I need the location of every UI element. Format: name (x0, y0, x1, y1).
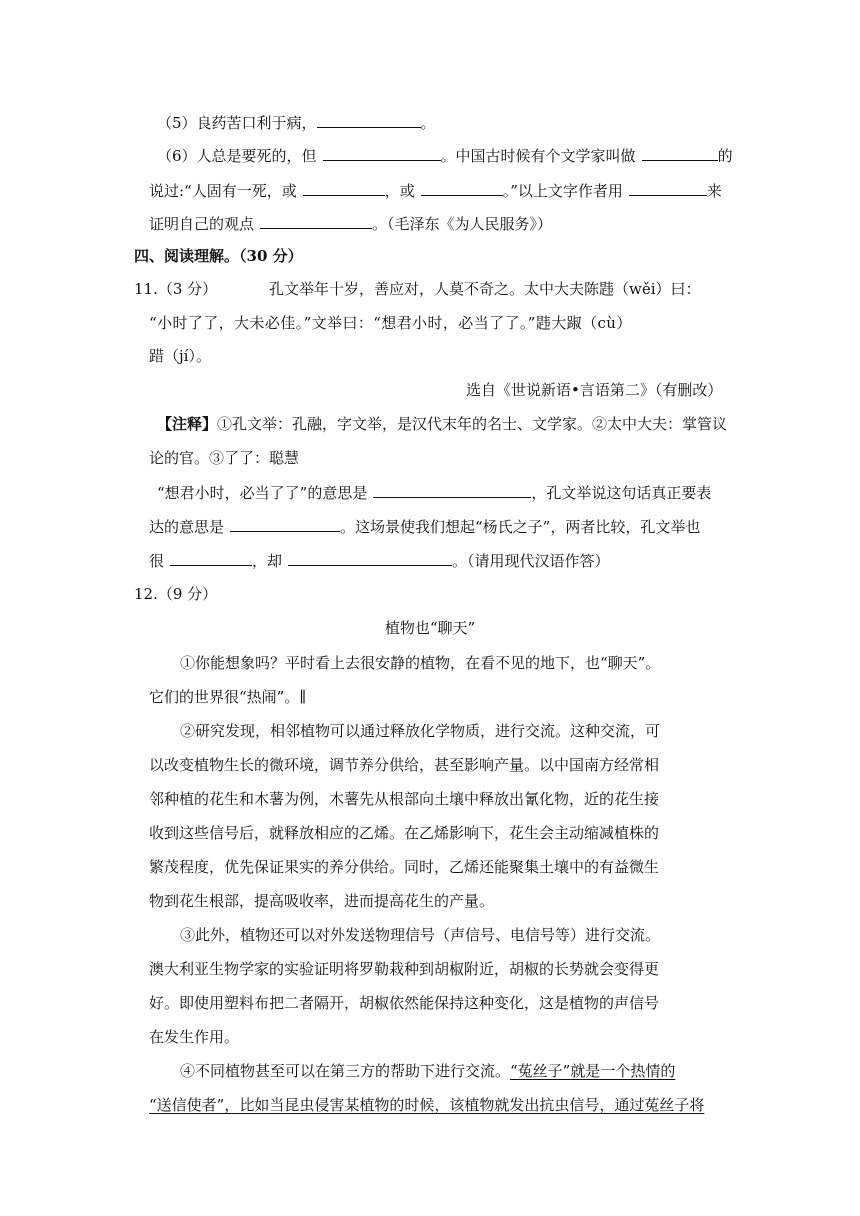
paragraph-2-line: 邻种植的花生和木薯为例，木薯先从根部向土壤中释放出氰化物，近的花生接 (149, 790, 660, 808)
passage-line: 孔文举年十岁，善应对，人莫不奇之。太中大夫陈韪（wěi）曰： (269, 280, 701, 298)
answer-blank[interactable] (170, 549, 252, 566)
answer-blank[interactable] (317, 111, 421, 128)
question-11-number: 11.（3 分） (134, 280, 218, 298)
annotation-line: 【注释】①孔文举：孔融，字文举，是汉代末年的名士、文学家。②太中大夫：掌管议 (157, 415, 728, 433)
paragraph-1-line: ①你能想象吗？平时看上去很安静的植物，在看不见的地下，也“聊天”。 (180, 654, 661, 672)
question-5-text: （5）良药苦口利于病， (157, 114, 317, 132)
answer-blank[interactable] (303, 179, 385, 196)
question-11-answer-line-1: “想君小时，必当了了”的意思是 ，孔文举说这句话真正要表 (157, 481, 711, 503)
paragraph-2-line: 收到这些信号后，就释放相应的乙烯。在乙烯影响下，花生会主动缩减植株的 (149, 824, 660, 842)
answer-blank[interactable] (642, 144, 718, 161)
paragraph-3-line: 好。即使用塑料布把二者隔开，胡椒依然能保持这种变化，这是植物的声信号 (149, 994, 660, 1012)
paragraph-2-line: 物到花生根部，提高吸收率，进而提高花生的产量。 (149, 892, 495, 910)
question-11-answer-line-3: 很 ，却 。（请用现代汉语作答） (149, 549, 610, 571)
answer-blank[interactable] (373, 481, 531, 498)
paragraph-2-line: ②研究发现，相邻植物可以通过释放化学物质，进行交流。这种交流，可 (180, 722, 661, 740)
paragraph-2-line: 繁茂程度，优先保证果实的养分供给。同时，乙烯还能聚集土壤中的有益微生 (149, 858, 660, 876)
question-11-answer-line-2: 达的意思是 。这场景使我们想起“杨氏之子”，两者比较，孔文举也 (149, 515, 700, 537)
paragraph-3-line: ③此外，植物还可以对外发送物理信号（声信号、电信号等）进行交流。 (180, 926, 661, 944)
question-12-number: 12.（9 分） (134, 585, 218, 603)
paragraph-1-line: 它们的世界很“热闹”。∥ (149, 688, 307, 706)
underlined-sentence: “送信使者”，比如当昆虫侵害某植物的时候，该植物就发出抗虫信号，通过菟丝子将 (149, 1096, 705, 1114)
paragraph-4-line: ④不同植物甚至可以在第三方的帮助下进行交流。“菟丝子”就是一个热情的 (180, 1062, 676, 1080)
annotation-line: 论的官。③了了：聪慧 (149, 449, 300, 467)
paragraph-3-line: 在发生作用。 (149, 1028, 240, 1046)
article-title: 植物也“聊天” (384, 619, 476, 637)
question-6-line-2: 说过:“人固有一死，或 ，或 。”以上文字作者用 来 (149, 179, 722, 201)
answer-blank[interactable] (629, 179, 707, 196)
question-5-line: （5）良药苦口利于病， 。 (157, 111, 436, 133)
answer-blank[interactable] (421, 179, 503, 196)
passage-line: “小时了了，大未必佳。”文举曰：“想君小时，必当了了。”韪大踧（cù） (149, 314, 632, 332)
answer-blank[interactable] (288, 549, 452, 566)
answer-blank[interactable] (260, 212, 372, 229)
question-6-line-3: 证明自己的观点 。（毛泽东《为人民服务》） (149, 212, 552, 234)
section-heading: 四、阅读理解。（30 分） (134, 247, 303, 265)
answer-blank[interactable] (323, 144, 441, 161)
paragraph-2-line: 以改变植物生长的微环境，调节养分供给，甚至影响产量。以中国南方经常相 (149, 756, 660, 774)
question-6-line-1: （6）人总是要死的，但 。中国古时候有个文学家叫做 的 (157, 144, 733, 166)
underlined-sentence: “菟丝子”就是一个热情的 (510, 1062, 676, 1080)
paragraph-3-line: 澳大利亚生物学家的实验证明将罗勒栽种到胡椒附近，胡椒的长势就会变得更 (149, 960, 660, 978)
passage-source: 选自《世说新语•言语第二》（有删改） (466, 381, 723, 399)
answer-blank[interactable] (230, 515, 340, 532)
passage-line: 踖（jí）。 (149, 347, 211, 365)
